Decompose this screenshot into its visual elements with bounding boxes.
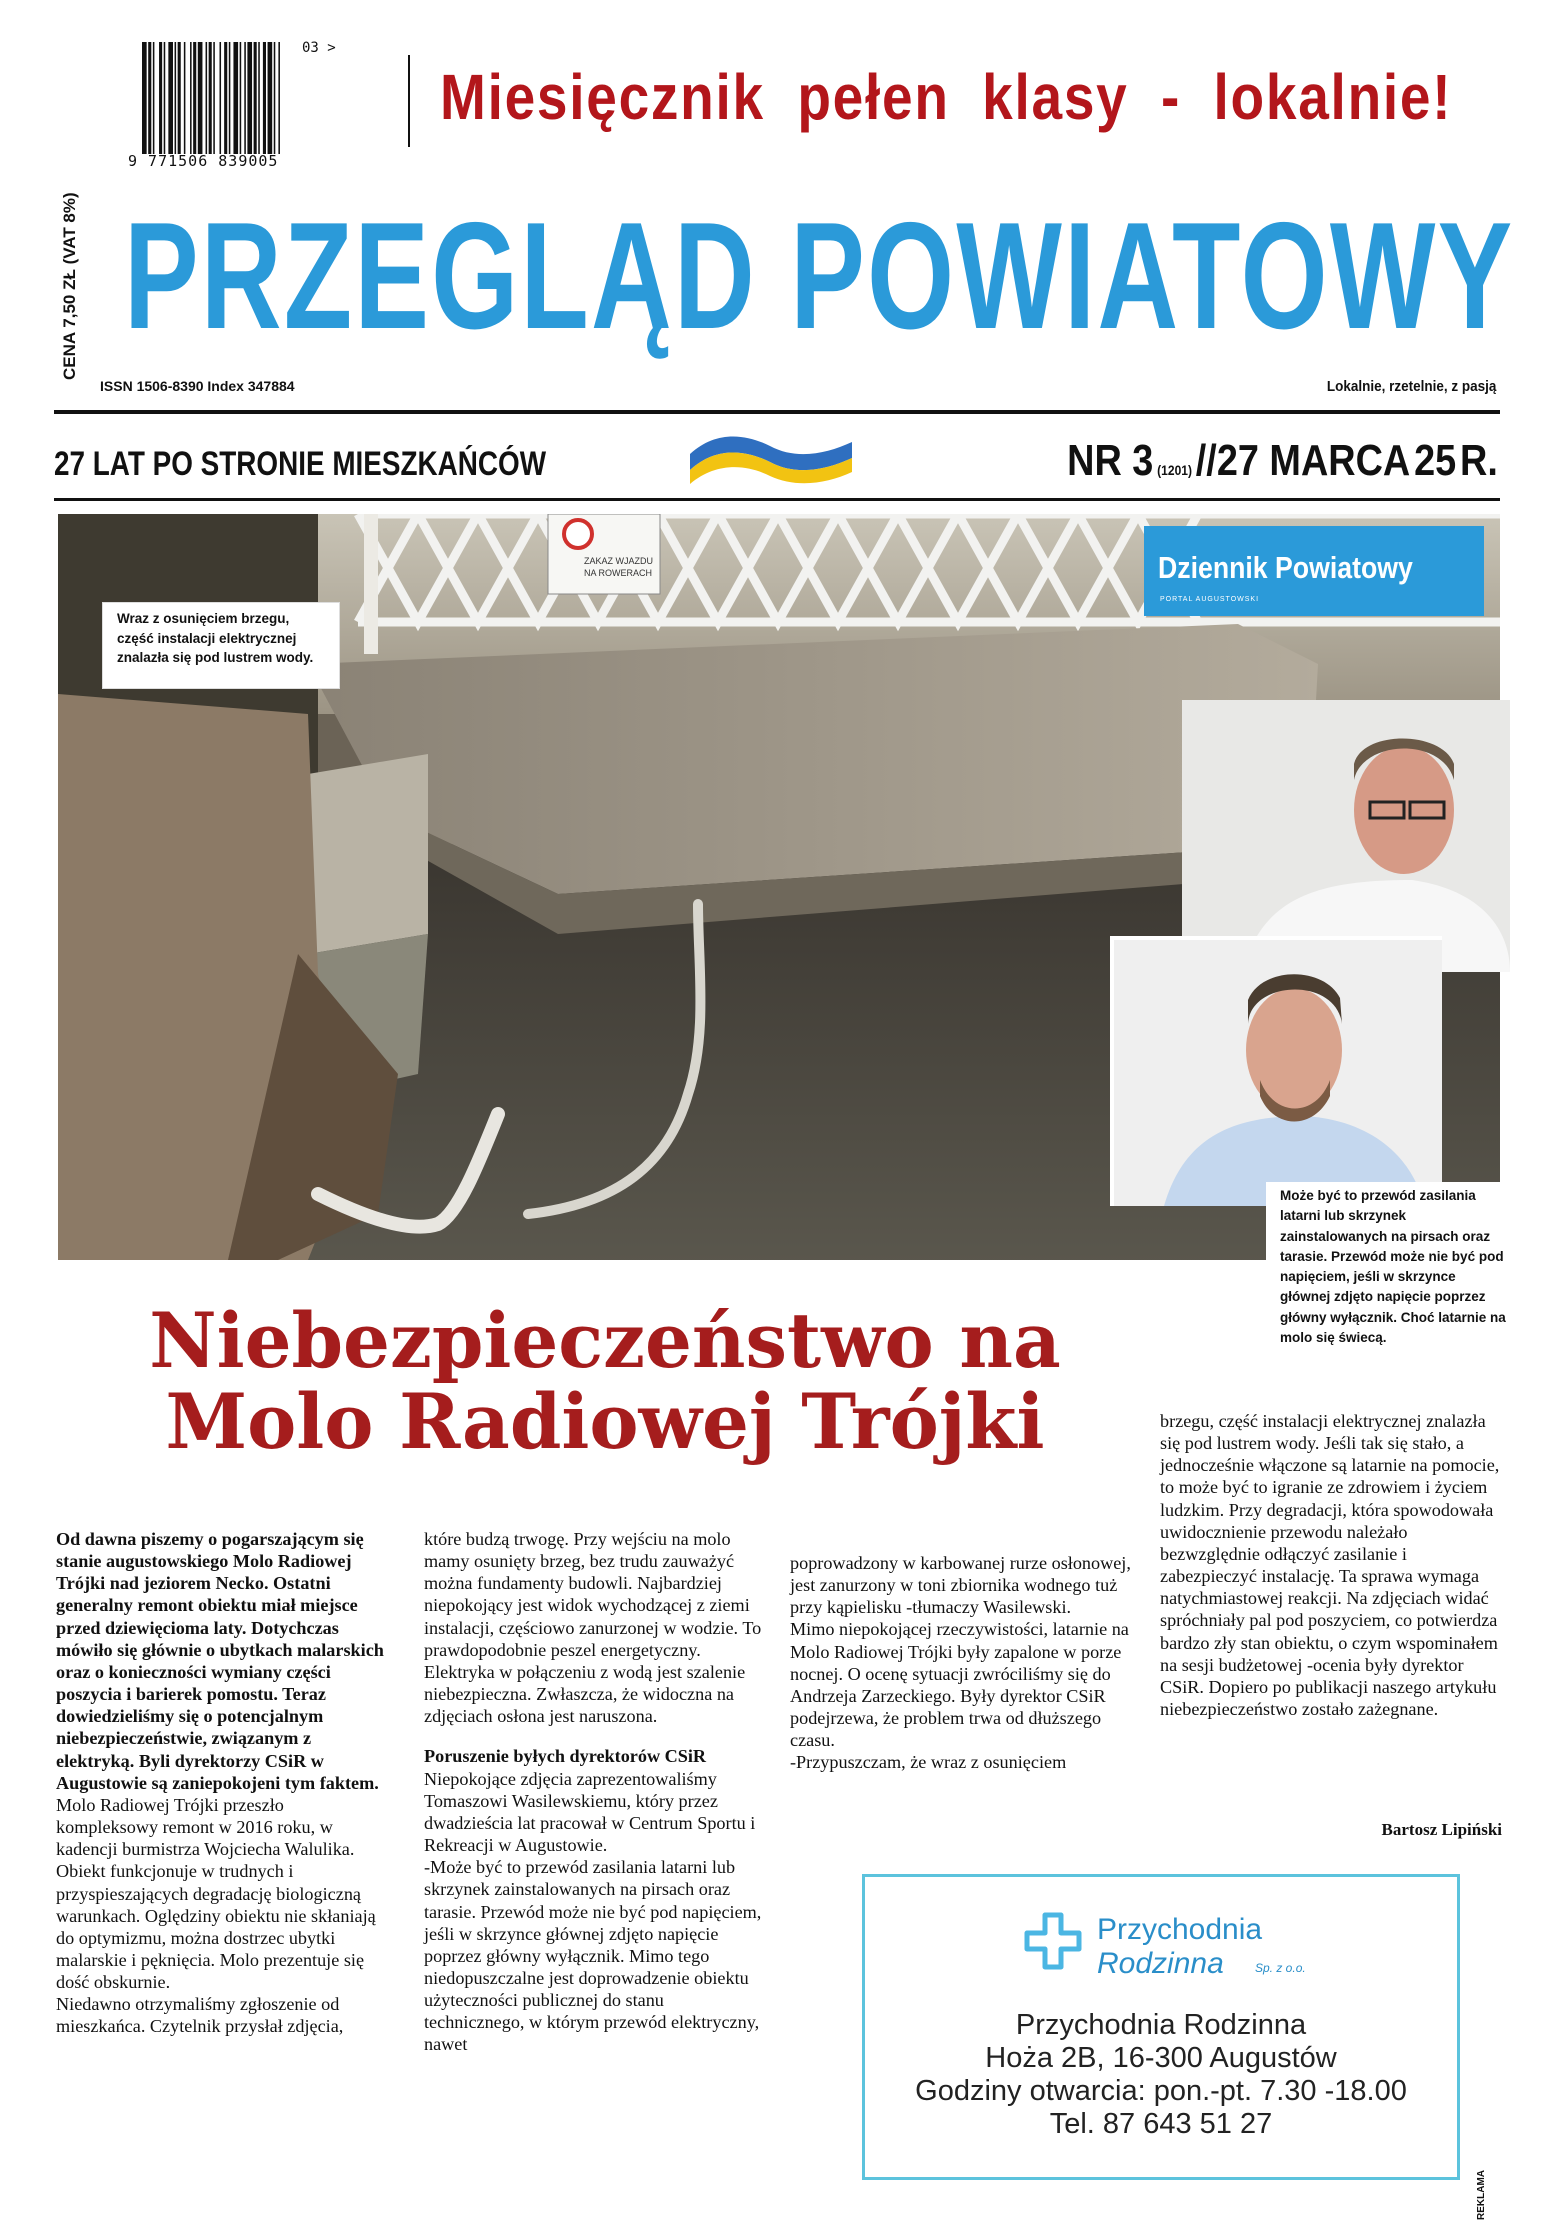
medical-cross-icon [1023,1911,1083,1971]
article-column-2 [424,1528,764,2056]
clinic-advertisement [862,1874,1460,2180]
col2-paragraph-2: Niepokojące zdjęcia zaprezentowaliśmy Tomaszowi Wasilewskiemu, który przez dwadzieścia lat pracował w Centrum Sportu i Rekreacji w Augustowie. [424,1768,756,1856]
ad-logo-company-type: Sp. z o.o. [1255,1961,1306,1975]
portrait-photo-1 [1182,700,1510,972]
col3-paragraph-2: Mimo niepokojącej rzeczywistości, latarnie na Molo Radiowej Trójki były zapalone w porze nocnej. O ocenę sytuacji zwróciliśmy się do Andrzeja Zarzeckiego. Były dyrektor CSiR podejrzewa, że problem trwa od dłuższego czasu. [790,1619,1129,1751]
article-column-4 [1160,1410,1500,1720]
top-rule [54,410,1500,414]
sign-text-1: ZAKAZ WJAZDU [584,556,653,566]
price-label: CENA 7,50 ZŁ (VAT 8%) [60,192,79,380]
article-column-3 [790,1552,1140,1774]
ad-line-hours: Godziny otwarcia: pon.-pt. 7.30 -18.00 [915,2075,1407,2108]
article-column-1 [56,1528,390,2038]
headline-line-2: Molo Radiowej Trójki [165,1377,1045,1467]
article-headline [120,1296,1090,1467]
article-lead: Od dawna piszemy o pogarszającym się stanie augustowskiego Molo Radiowej Trójki nad jeziorem Necko. Ostatni generalny remont obiektu miał miejsce przed dziewięcioma laty. Dotychczas mówiło się głównie o ubytkach malarskich oraz o konieczności wymiany części poszycia i barierek pomostu. Teraz dowiedzieliśmy się o potencjalnym niebezpieczeństwie, związanym z elektryką. Byli dyrektorzy CSiR w Augustowie są zaniepokojeni tym faktem. [56,1529,384,1793]
ad-line-name: Przychodnia Rodzinna [1015,2009,1307,2041]
col4-paragraph-1: brzegu, część instalacji elektrycznej znalazła się pod lustrem wody. Jeśli tak się stało, a jednocześnie włączone są latarnie na pomocie, to może być to igranie ze zdrowiem i życiem ludzkim. Przy degradacji, która spowodowała uwidocznienie przewodu należało bezwzględnie odłączyć zasilanie i zabezpieczyć instalację. Ta sprawa wymaga natychmiastowej reakcji. Na zdjęciach widać spróchniały pal pod poszyciem, co potwierdza bardzo zły stan obiektu, o czym wspominałem na sesji budżetowej -ocenia były dyrektor CSiR. Dopiero po publikacji naszego artykułu niebezpieczeństwo zostało zażegnane. [1160,1411,1500,1720]
article-subhead: Poruszenie byłych dyrektorów CSiR [424,1746,707,1767]
headline-line-1: Niebezpieczeństwo na [149,1296,1061,1385]
dziennik-powiatowy-logo [1144,526,1484,616]
col3-paragraph-1: poprowadzony w karbowanej rurze osłonowej, jest zanurzony w toni zbiornika wodnego tuż przy kąpielisku -tłumaczy Wasilewski. [790,1553,1131,1618]
col2-paragraph-3: -Może być to przewód zasilania latarni lub skrzynek zainstalowanych na pirsach oraz tarasie. Przewód może nie być pod napięciem, jeśli w skrzynce głównej zdjęto napięcie poprzez główny wyłącznik. Mimo tego niedopuszczalne jest doprowadzenie obiektu użyteczności publicznej do stanu technicznego, w którym przewód elektryczny, nawet [424,1857,762,2055]
photo-caption-right: Może być to przewód zasilania latarni lub skrzynek zainstalowanych na pirsach oraz tarasie. Przewód może nie być pod napięciem, jeśli w skrzynce głównej zdjęto napięcie poprzez główny wyłącznik. Choć latarnie na molo się świecą. [1266,1182,1516,1354]
ad-line-address: Hoża 2B, 16-300 Augustów [985,2042,1337,2075]
logo-subtitle: PORTAL AUGUSTOWSKI [1160,596,1260,603]
ad-line-phone: Tel. 87 643 51 27 [1049,2108,1273,2141]
slogan: Miesięcznik pełen klasy - lokalnie! [440,61,1453,133]
ad-logo-name: Przychodnia [1097,1913,1263,1946]
col2-paragraph-1: które budzą trwogę. Przy wejściu na molo mamy osunięty brzeg, bez trudu zauważyć można fundamenty budowli. Najbardziej niepokojący jest widok wychodzącej z ziemi instalacji, częściowo zanurzonej w wodzie. To prawdopodobnie peszel energetyczny. Elektryka w połączeniu z wodą jest szalenie niebezpieczna. Zwłaszcza, że widoczna na zdjęciach osłona jest naruszona. [424,1529,762,1727]
bottom-rule [54,498,1500,501]
ad-details [865,2009,1457,2141]
barcode-digits: 9 771506 839005 [128,152,279,170]
col1-paragraph-1: Molo Radiowej Trójki przeszło kompleksowy remont w 2016 roku, w kadencji burmistrza Wojciecha Walulika. Obiekt funkcjonuje w trudnych i przyspieszających degradację biologiczną warunkach. Oględziny obiektu nie skłaniają do optymizmu, można dostrzec ubytki malarskie i pęknięcia. Molo prezentuje się dość obskurnie. [56,1794,376,1993]
barcode [140,42,320,157]
flag-ribbon-icon [686,424,856,486]
sign-text-2: NA ROWERACH [584,568,653,578]
issue-number: NR 3 (1201) //27 MARCA 25 R. [1067,436,1498,485]
header-divider [408,55,410,147]
anniversary-line: 27 LAT PO STRONIE MIESZKAŃCÓW [54,445,547,483]
ad-logo-sub: Rodzinna [1097,1947,1224,1980]
col1-paragraph-2: Niedawno otrzymaliśmy zgłoszenie od mieszkańca. Czytelnik przysłał zdjęcia, [56,1994,344,2037]
logo-title: Dziennik Powiatowy [1158,550,1413,585]
issn: ISSN 1506-8390 Index 347884 [100,378,295,394]
barcode-addon: 03 > [302,40,336,56]
article-author: Bartosz Lipiński [1381,1820,1502,1839]
tagline: Lokalnie, rzetelnie, z pasją [1326,378,1496,395]
advertisement-label: REKLAMA [1476,2170,1487,2220]
portrait-photo-2 [1110,936,1442,1206]
col3-paragraph-3: -Przypuszczam, że wraz z osunięciem [790,1752,1067,1773]
masthead-title: PRZEGLĄD POWIATOWY [124,191,1515,361]
photo-caption-left: Wraz z osunięciem brzegu, część instalacji elektrycznej znalazła się pod lustrem wody. [102,602,340,689]
